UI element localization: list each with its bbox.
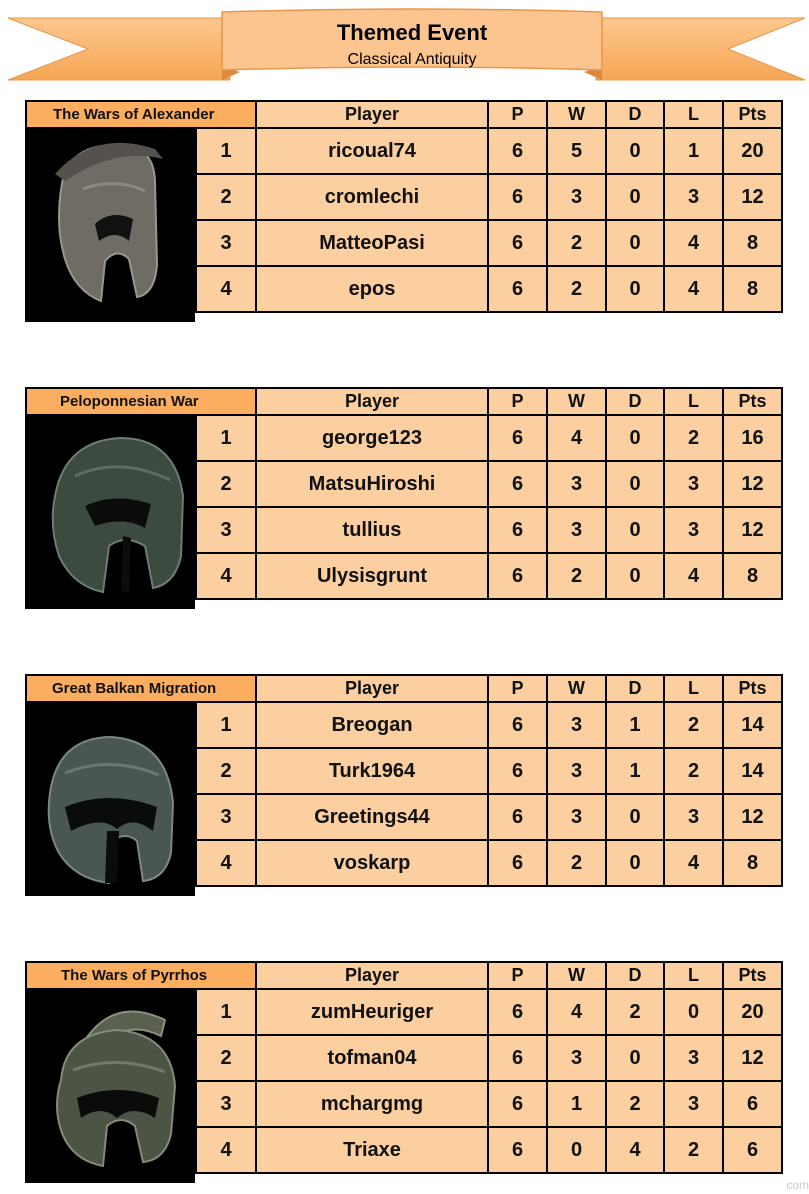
losses-cell: 0 [664,989,723,1035]
played-cell: 6 [488,220,547,266]
draws-cell: 0 [606,415,664,461]
played-cell: 6 [488,461,547,507]
table-row [26,702,782,748]
player-cell: MatteoPasi [256,220,488,266]
rank-cell: 3 [196,507,256,553]
points-cell: 12 [723,507,782,553]
draws-cell: 0 [606,507,664,553]
player-cell: MatsuHiroshi [256,461,488,507]
table-row [26,840,782,886]
wins-cell: 0 [547,1127,606,1173]
points-cell: 6 [723,1081,782,1127]
rank-cell: 1 [196,702,256,748]
rank-cell: 4 [196,553,256,599]
played-cell: 6 [488,415,547,461]
points-column-header: Pts [723,388,782,415]
wins-cell: 3 [547,748,606,794]
standings-table [25,961,783,1174]
wins-column-header: W [547,388,606,415]
group-wars-of-alexander [25,100,783,324]
wins-cell: 2 [547,840,606,886]
player-cell: george123 [256,415,488,461]
played-column-header: P [488,388,547,415]
points-column-header: Pts [723,962,782,989]
losses-cell: 2 [664,702,723,748]
table-row [26,128,782,174]
player-cell: voskarp [256,840,488,886]
player-cell: Turk1964 [256,748,488,794]
wins-column-header: W [547,962,606,989]
rank-cell: 2 [196,1035,256,1081]
group-name: The Wars of Alexander [26,101,256,128]
losses-column-header: L [664,675,723,702]
player-cell: mchargmg [256,1081,488,1127]
played-column-header: P [488,101,547,128]
player-cell: epos [256,266,488,312]
player-cell: Triaxe [256,1127,488,1173]
table-row [26,507,782,553]
draws-cell: 0 [606,220,664,266]
played-column-header: P [488,962,547,989]
rank-cell: 4 [196,840,256,886]
points-cell: 8 [723,220,782,266]
points-column-header: Pts [723,675,782,702]
draws-cell: 0 [606,128,664,174]
player-cell: Greetings44 [256,794,488,840]
wins-cell: 1 [547,1081,606,1127]
played-cell: 6 [488,1081,547,1127]
player-cell: tofman04 [256,1035,488,1081]
table-row [26,461,782,507]
draws-cell: 0 [606,1035,664,1081]
played-cell: 6 [488,748,547,794]
wins-cell: 2 [547,266,606,312]
player-cell: zumHeuriger [256,989,488,1035]
draws-cell: 2 [606,989,664,1035]
group-name: Great Balkan Migration [26,675,256,702]
rank-cell: 4 [196,266,256,312]
draws-column-header: D [606,962,664,989]
points-cell: 12 [723,461,782,507]
player-column-header: Player [256,388,488,415]
draws-column-header: D [606,675,664,702]
losses-cell: 4 [664,266,723,312]
points-cell: 8 [723,266,782,312]
event-title: Themed Event [336,20,488,45]
draws-cell: 0 [606,794,664,840]
rank-cell: 2 [196,461,256,507]
wins-cell: 3 [547,702,606,748]
wins-cell: 3 [547,1035,606,1081]
wins-cell: 2 [547,220,606,266]
standings-table [25,100,783,313]
losses-cell: 1 [664,128,723,174]
standings-table [25,387,783,600]
wins-cell: 3 [547,507,606,553]
player-cell: ricoual74 [256,128,488,174]
points-cell: 20 [723,128,782,174]
losses-cell: 2 [664,748,723,794]
table-header-row [26,388,782,415]
rank-cell: 1 [196,128,256,174]
standings-table [25,674,783,887]
wins-column-header: W [547,675,606,702]
losses-cell: 3 [664,794,723,840]
table-row [26,553,782,599]
points-cell: 8 [723,840,782,886]
table-row [26,794,782,840]
played-cell: 6 [488,1127,547,1173]
player-column-header: Player [256,675,488,702]
player-cell: Breogan [256,702,488,748]
played-cell: 6 [488,266,547,312]
table-row [26,415,782,461]
rank-cell: 4 [196,1127,256,1173]
draws-cell: 1 [606,748,664,794]
table-row [26,174,782,220]
draws-cell: 4 [606,1127,664,1173]
losses-cell: 4 [664,840,723,886]
table-header-row [26,675,782,702]
group-wars-of-pyrrhos [25,961,783,1185]
played-cell: 6 [488,702,547,748]
losses-cell: 2 [664,415,723,461]
points-cell: 14 [723,748,782,794]
draws-cell: 0 [606,174,664,220]
played-cell: 6 [488,840,547,886]
losses-cell: 3 [664,1035,723,1081]
played-cell: 6 [488,1035,547,1081]
draws-cell: 2 [606,1081,664,1127]
wins-cell: 4 [547,989,606,1035]
wins-cell: 4 [547,415,606,461]
player-cell: cromlechi [256,174,488,220]
wins-cell: 3 [547,174,606,220]
player-cell: Ulysisgrunt [256,553,488,599]
table-row [26,266,782,312]
points-cell: 14 [723,702,782,748]
rank-cell: 3 [196,220,256,266]
table-header-row [26,962,782,989]
losses-cell: 4 [664,220,723,266]
played-cell: 6 [488,794,547,840]
played-cell: 6 [488,507,547,553]
rank-cell: 3 [196,1081,256,1127]
table-row [26,220,782,266]
played-column-header: P [488,675,547,702]
draws-column-header: D [606,101,664,128]
rank-cell: 3 [196,794,256,840]
played-cell: 6 [488,989,547,1035]
group-great-balkan-migration [25,674,783,898]
player-cell: tullius [256,507,488,553]
losses-column-header: L [664,101,723,128]
event-subtitle: Classical Antiquity [347,51,477,68]
rank-cell: 2 [196,174,256,220]
group-name: The Wars of Pyrrhos [26,962,256,989]
points-cell: 20 [723,989,782,1035]
losses-cell: 3 [664,1081,723,1127]
played-cell: 6 [488,174,547,220]
table-row [26,1081,782,1127]
table-row [26,1035,782,1081]
draws-cell: 1 [606,702,664,748]
draws-column-header: D [606,388,664,415]
played-cell: 6 [488,128,547,174]
group-name: Peloponnesian War [26,388,256,415]
wins-cell: 3 [547,461,606,507]
rank-cell: 2 [196,748,256,794]
losses-cell: 4 [664,553,723,599]
points-cell: 12 [723,794,782,840]
played-cell: 6 [488,553,547,599]
watermark-text: com [786,1178,809,1192]
wins-cell: 5 [547,128,606,174]
draws-cell: 0 [606,266,664,312]
group-peloponnesian-war [25,387,783,611]
wins-cell: 2 [547,553,606,599]
points-cell: 12 [723,1035,782,1081]
table-row [26,1127,782,1173]
points-column-header: Pts [723,101,782,128]
losses-cell: 2 [664,1127,723,1173]
wins-column-header: W [547,101,606,128]
table-row [26,748,782,794]
losses-column-header: L [664,388,723,415]
losses-cell: 3 [664,507,723,553]
draws-cell: 0 [606,840,664,886]
rank-cell: 1 [196,989,256,1035]
points-cell: 6 [723,1127,782,1173]
points-cell: 16 [723,415,782,461]
table-row [26,989,782,1035]
rank-cell: 1 [196,415,256,461]
losses-cell: 3 [664,174,723,220]
points-cell: 12 [723,174,782,220]
draws-cell: 0 [606,461,664,507]
table-header-row [26,101,782,128]
wins-cell: 3 [547,794,606,840]
draws-cell: 0 [606,553,664,599]
player-column-header: Player [256,101,488,128]
losses-column-header: L [664,962,723,989]
player-column-header: Player [256,962,488,989]
points-cell: 8 [723,553,782,599]
losses-cell: 3 [664,461,723,507]
